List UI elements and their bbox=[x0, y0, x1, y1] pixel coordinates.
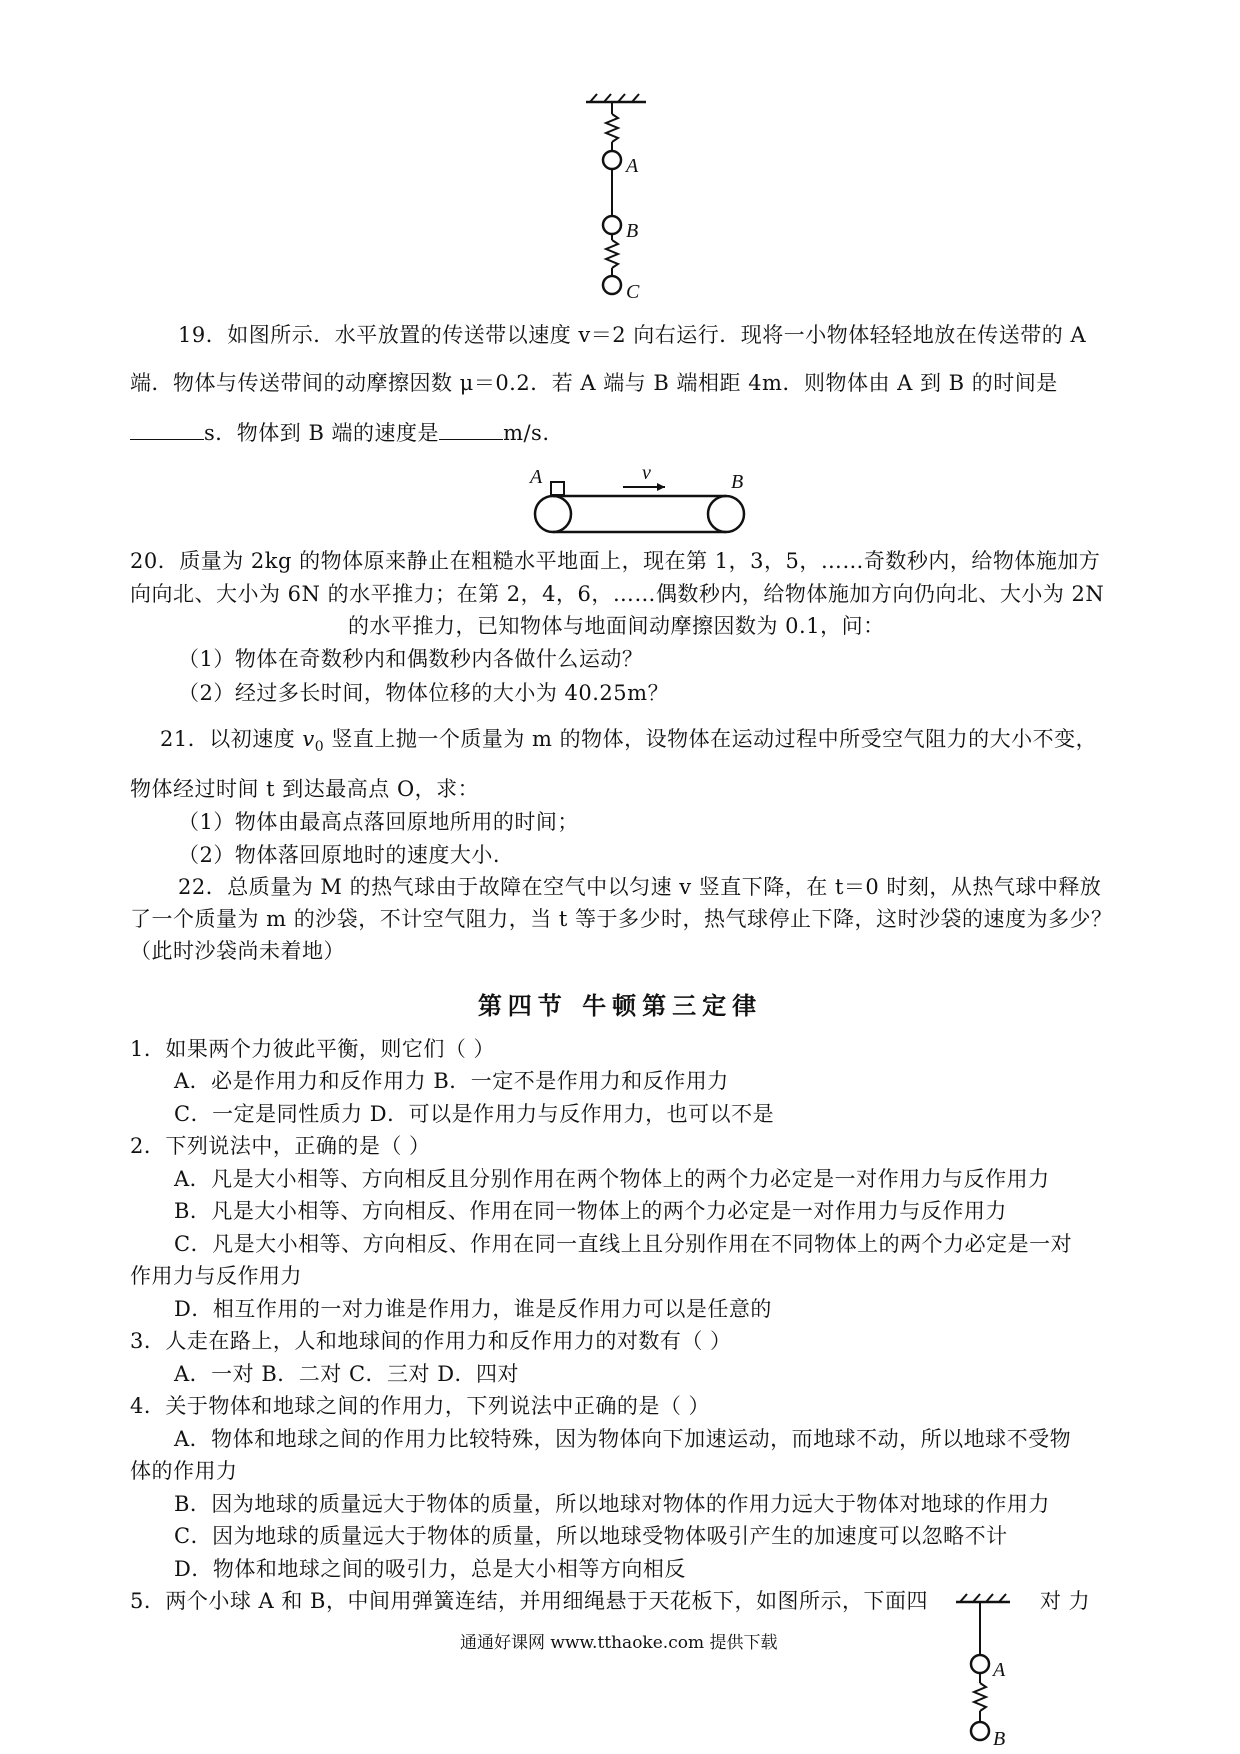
ball-c bbox=[603, 276, 621, 294]
label-a: A bbox=[993, 1659, 1006, 1681]
q19-line1: 19．如图所示．水平放置的传送带以速度 v＝2 向右运行．现将一小物体轻轻地放在传送带的 A bbox=[178, 323, 1087, 347]
q19-line3 bbox=[130, 420, 550, 446]
q19-line3-text2: m/s. bbox=[503, 421, 550, 445]
block-on-belt bbox=[551, 482, 564, 495]
q20-line2: 向向北、大小为 6N 的水平推力；在第 2，4，6，……偶数秒内，给物体施加方向仍向北、大小为 2N bbox=[130, 582, 1105, 606]
q21-line1-b: 竖直上抛一个质量为 m 的物体，设物体在运动过程中所受空气阻力的大小不变， bbox=[324, 727, 1098, 751]
conveyor-belt-figure bbox=[523, 462, 763, 537]
s5-tail: 对 力 bbox=[1040, 1589, 1091, 1613]
s1-options-ab: A．必是作用力和反作用力 B．一定不是作用力和反作用力 bbox=[174, 1069, 729, 1093]
s4-option-b: B．因为地球的质量远大于物体的质量，所以地球对物体的作用力远大于物体对地球的作用力 bbox=[174, 1492, 1050, 1516]
ball-b bbox=[603, 216, 621, 234]
spring-ab bbox=[974, 1683, 986, 1711]
label-belt-v: v bbox=[642, 462, 651, 484]
section-title: 第四节 牛顿第三定律 bbox=[477, 992, 763, 1020]
s1-options-cd: C．一定是同性质力 D．可以是作用力与反作用力，也可以不是 bbox=[174, 1102, 775, 1126]
s2-option-a: A．凡是大小相等、方向相反且分别作用在两个物体上的两个力必定是一对作用力与反作用力 bbox=[174, 1167, 1050, 1191]
ball-a bbox=[971, 1655, 989, 1673]
s3-stem: 3．人走在路上，人和地球间的作用力和反作用力的对数有（ ） bbox=[130, 1329, 732, 1353]
s1-stem: 1．如果两个力彼此平衡，则它们（ ） bbox=[130, 1037, 496, 1061]
s4-option-a1: A．物体和地球之间的作用力比较特殊，因为物体向下加速运动，而地球不动，所以地球不受物 bbox=[174, 1427, 1072, 1451]
s5-stem: 5．两个小球 A 和 B，中间用弹簧连结，并用细绳悬于天花板下，如图所示，下面四 bbox=[130, 1589, 928, 1613]
q19-line3-text1: s．物体到 B 端的速度是 bbox=[204, 421, 440, 445]
q21-sub2: （2）物体落回原地时的速度大小. bbox=[178, 843, 501, 867]
answer-blank-time[interactable] bbox=[130, 421, 204, 440]
label-a: A bbox=[626, 155, 639, 177]
q20-sub1: （1）物体在奇数秒内和偶数秒内各做什么运动？ bbox=[178, 647, 644, 671]
q21-line1 bbox=[160, 726, 1097, 760]
s2-option-d: D．相互作用的一对力谁是作用力，谁是反作用力可以是任意的 bbox=[174, 1297, 772, 1321]
q21-sub1: （1）物体由最高点落回原地所用的时间； bbox=[178, 810, 579, 834]
s4-option-a2: 体的作用力 bbox=[130, 1459, 238, 1483]
spring-chain-figure-ab bbox=[930, 1590, 1030, 1750]
label-c: C bbox=[626, 281, 640, 303]
q22-line2: 了一个质量为 m 的沙袋，不计空气阻力，当 t 等于多少时，热气球停止下降，这时沙袋的速度为多少？ bbox=[130, 907, 1113, 931]
q21-v0: v bbox=[302, 727, 315, 751]
page-footer: 通通好课网 www.tthaoke.com 提供下载 bbox=[460, 1633, 778, 1653]
q19-line2: 端．物体与传送带间的动摩擦因数 μ＝0.2．若 A 端与 B 端相距 4m．则物体由 A 到 B 的时间是 bbox=[130, 371, 1058, 395]
s4-option-d: D．物体和地球之间的吸引力，总是大小相等方向相反 bbox=[174, 1557, 686, 1581]
answer-blank-speed[interactable] bbox=[439, 421, 503, 440]
ball-b bbox=[971, 1722, 989, 1740]
q21-line2: 物体经过时间 t 到达最高点 O，求： bbox=[130, 777, 480, 801]
q22-line3: （此时沙袋尚未着地） bbox=[130, 939, 345, 963]
label-belt-a: A bbox=[530, 466, 543, 488]
s2-stem: 2．下列说法中，正确的是（ ） bbox=[130, 1134, 431, 1158]
label-belt-b: B bbox=[731, 471, 744, 493]
label-b: B bbox=[993, 1728, 1006, 1750]
s4-stem: 4．关于物体和地球之间的作用力，下列说法中正确的是（ ） bbox=[130, 1394, 711, 1418]
s3-options: A．一对 B．二对 C．三对 D．四对 bbox=[174, 1362, 520, 1386]
q20-line3: 的水平推力，已知物体与地面间动摩擦因数为 0.1，问： bbox=[348, 614, 885, 638]
spring-bottom bbox=[606, 240, 618, 268]
spring-chain-figure-abc bbox=[560, 92, 660, 307]
s4-option-c: C．因为地球的质量远大于物体的质量，所以地球受物体吸引产生的加速度可以忽略不计 bbox=[174, 1524, 1008, 1548]
ball-a bbox=[603, 151, 621, 169]
q20-sub2: （2）经过多长时间，物体位移的大小为 40.25m？ bbox=[178, 681, 670, 705]
s2-option-c2: 作用力与反作用力 bbox=[130, 1264, 302, 1288]
pulley-right bbox=[708, 496, 744, 532]
spring-top bbox=[606, 114, 618, 142]
q21-line1-a: 21．以初速度 bbox=[160, 727, 303, 751]
s2-option-b: B．凡是大小相等、方向相反、作用在同一物体上的两个力必定是一对作用力与反作用力 bbox=[174, 1199, 1007, 1223]
q22-line1: 22．总质量为 M 的热气球由于故障在空气中以匀速 v 竖直下降，在 t＝0 时刻，从热气球中释放 bbox=[178, 875, 1102, 899]
pulley-left bbox=[535, 496, 571, 532]
q20-line1: 20．质量为 2kg 的物体原来静止在粗糙水平地面上，现在第 1，3，5，……奇数秒内，给物体施加方 bbox=[130, 549, 1101, 573]
q21-v0-sub: 0 bbox=[314, 739, 325, 756]
label-b: B bbox=[626, 220, 639, 242]
s2-option-c1: C．凡是大小相等、方向相反、作用在同一直线上且分别作用在不同物体上的两个力必定是一对 bbox=[174, 1232, 1073, 1256]
